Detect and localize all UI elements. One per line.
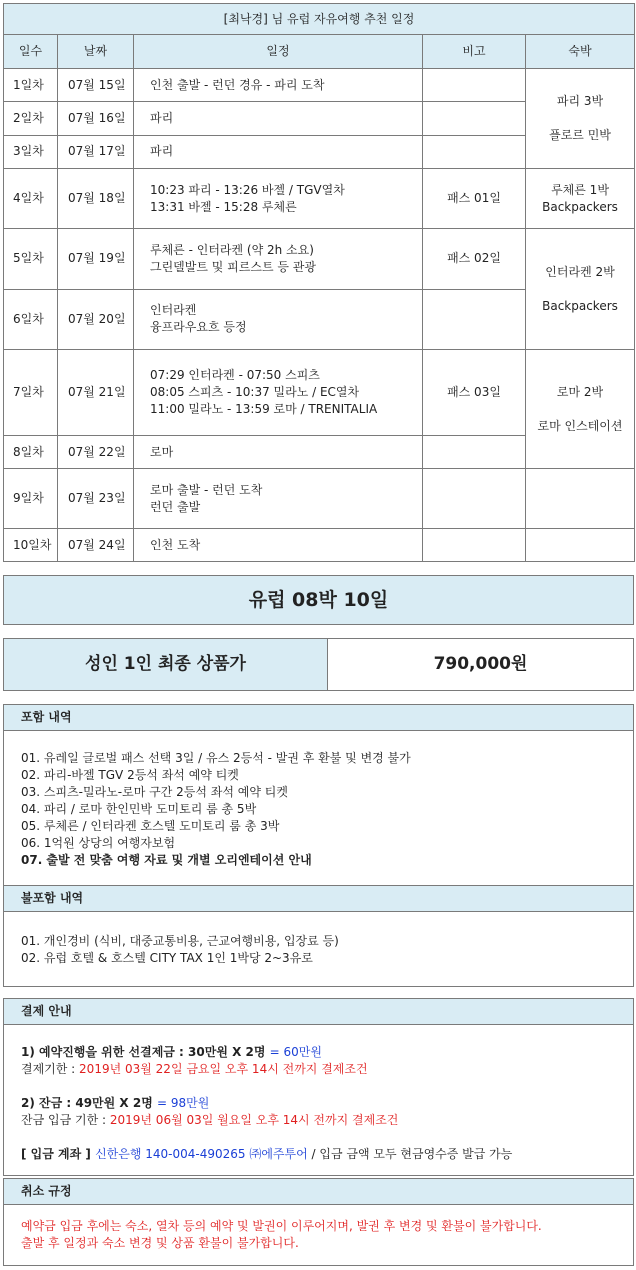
balance-deadline-label: 잔금 입금 기한 : bbox=[21, 1113, 110, 1127]
schedule-line: 13:31 바젤 - 15:28 루체른 bbox=[150, 199, 297, 214]
row-date: 07월 20일 bbox=[58, 289, 134, 350]
schedule-line: 루체른 - 인터라켄 (약 2h 소요) bbox=[150, 242, 314, 257]
row-date: 07월 18일 bbox=[58, 169, 134, 229]
account-label: [ 입금 계좌 ] bbox=[21, 1147, 96, 1161]
lodging-name: Backpackers bbox=[542, 298, 618, 313]
schedule-line: 그린델발트 및 피르스트 등 관광 bbox=[150, 259, 316, 274]
lodging-name: 플로르 민박 bbox=[549, 128, 611, 142]
lodging-nights: 파리 3박 bbox=[556, 94, 604, 108]
table-row bbox=[4, 69, 635, 102]
row-day: 5일차 bbox=[4, 229, 58, 290]
column-header-day: 일수 bbox=[4, 35, 58, 69]
row-day: 8일차 bbox=[4, 436, 58, 469]
table-row bbox=[4, 229, 635, 290]
schedule-line: 08:05 스피츠 - 10:37 밀라노 / EC열차 bbox=[150, 385, 360, 399]
cancel-line: 예약금 입금 후에는 숙소, 열차 등의 예약 및 발권이 이루어지며, 발권 후 변경 및 환불이 불가합니다. bbox=[21, 1219, 542, 1233]
cancel-section bbox=[3, 1178, 634, 1266]
table-row bbox=[4, 350, 635, 436]
included-item: 03. 스피츠-밀라노-로마 구간 2등석 좌석 예약 티켓 bbox=[21, 785, 288, 799]
schedule-line: 인천 도착 bbox=[150, 537, 201, 552]
lodging-rome bbox=[526, 350, 635, 469]
schedule-line: 파리 bbox=[150, 110, 174, 125]
lodging-nights: 로마 2박 bbox=[556, 384, 604, 399]
row-date: 07월 19일 bbox=[58, 229, 134, 290]
row-note bbox=[423, 69, 526, 102]
itinerary-title: [최낙경] 님 유럽 자유여행 추천 일정 bbox=[4, 4, 635, 35]
excluded-item: 02. 유럽 호텔 & 호스텔 CITY TAX 1인 1박당 2~3유로 bbox=[21, 951, 313, 965]
row-note: 패스 03일 bbox=[423, 350, 526, 436]
column-header-note: 비고 bbox=[423, 35, 526, 69]
deposit-total: = 60만원 bbox=[269, 1045, 322, 1059]
account-number: 신한은행 140-004-490265 ㈜에주투어 bbox=[95, 1147, 308, 1161]
payment-deposit bbox=[21, 1044, 633, 1061]
lodging-empty bbox=[526, 529, 635, 562]
included-item: 04. 파리 / 로마 한인민박 도미토리 룸 총 5박 bbox=[21, 802, 257, 816]
lodging-name: 로마 인스테이션 bbox=[537, 418, 623, 433]
row-schedule bbox=[134, 529, 423, 562]
balance-text: 2) 잔금 : 49만원 X 2명 bbox=[21, 1096, 157, 1110]
excluded-item: 01. 개인경비 (식비, 대중교통비용, 근교여행비용, 입장료 등) bbox=[21, 934, 339, 948]
schedule-line: 로마 bbox=[150, 444, 174, 459]
schedule-line: 11:00 밀라노 - 13:59 로마 / TRENITALIA bbox=[150, 402, 378, 416]
payment-account bbox=[21, 1146, 633, 1163]
row-day: 7일차 bbox=[4, 350, 58, 436]
schedule-line: 파리 bbox=[150, 144, 174, 159]
schedule-line: 인천 출발 - 런던 경유 - 파리 도착 bbox=[150, 77, 325, 92]
payment-title: 결제 안내 bbox=[4, 999, 633, 1025]
deposit-text: 1) 예약진행을 위한 선결제금 : 30만원 X 2명 bbox=[21, 1045, 270, 1059]
row-schedule bbox=[134, 469, 423, 529]
included-item: 06. 1억원 상당의 여행자보험 bbox=[21, 836, 176, 850]
cancel-line: 출발 후 일정과 숙소 변경 및 상품 환불이 불가합니다. bbox=[21, 1236, 299, 1250]
included-item: 01. 유레일 글로벌 패스 선택 3일 / 유스 2등석 - 발권 후 환불 및 변경 불가 bbox=[21, 751, 411, 765]
table-row bbox=[4, 529, 635, 562]
row-note bbox=[423, 135, 526, 168]
row-date: 07월 24일 bbox=[58, 529, 134, 562]
row-day: 1일차 bbox=[4, 69, 58, 102]
payment-section bbox=[3, 998, 634, 1176]
row-note bbox=[423, 436, 526, 469]
row-date: 07월 22일 bbox=[58, 436, 134, 469]
price-box bbox=[3, 638, 634, 691]
excluded-title: 불포함 내역 bbox=[4, 886, 633, 912]
schedule-line: 런던 출발 bbox=[150, 499, 201, 514]
included-item: 07. 출발 전 맞춤 여행 자료 및 개별 오리엔테이션 안내 bbox=[21, 853, 312, 867]
row-schedule bbox=[134, 350, 423, 436]
deposit-deadline-label: 결제기한 : bbox=[21, 1062, 80, 1076]
row-note bbox=[423, 469, 526, 529]
payment-deposit-deadline bbox=[21, 1061, 633, 1078]
column-header-schedule: 일정 bbox=[134, 35, 423, 69]
row-note bbox=[423, 289, 526, 350]
lodging-name: Backpackers bbox=[542, 199, 618, 214]
included-title: 포함 내역 bbox=[4, 705, 633, 731]
lodging-nights: 루체른 1박 bbox=[551, 182, 609, 197]
lodging-paris bbox=[526, 69, 635, 169]
row-day: 3일차 bbox=[4, 135, 58, 168]
payment-balance bbox=[21, 1095, 633, 1112]
row-note: 패스 01일 bbox=[423, 169, 526, 229]
lodging-empty bbox=[526, 469, 635, 529]
schedule-line: 10:23 파리 - 13:26 바젤 / TGV열차 bbox=[150, 182, 345, 197]
payment-balance-deadline bbox=[21, 1112, 633, 1129]
row-schedule bbox=[134, 169, 423, 229]
row-schedule bbox=[134, 229, 423, 290]
included-item: 02. 파리-바젤 TGV 2등석 좌석 예약 티켓 bbox=[21, 768, 239, 782]
schedule-line: 융프라우요흐 등정 bbox=[150, 320, 247, 335]
row-date: 07월 15일 bbox=[58, 69, 134, 102]
row-schedule bbox=[134, 135, 423, 168]
included-item: 05. 루체른 / 인터라켄 호스텔 도미토리 룸 총 3박 bbox=[21, 819, 280, 833]
column-header-date: 날짜 bbox=[58, 35, 134, 69]
row-day: 6일차 bbox=[4, 289, 58, 350]
lodging-lucerne bbox=[526, 169, 635, 229]
row-date: 07월 17일 bbox=[58, 135, 134, 168]
row-day: 2일차 bbox=[4, 102, 58, 135]
row-note bbox=[423, 529, 526, 562]
row-schedule bbox=[134, 289, 423, 350]
excluded-section bbox=[3, 885, 634, 987]
row-note: 패스 02일 bbox=[423, 229, 526, 290]
table-row bbox=[4, 469, 635, 529]
package-title: 유럽 08박 10일 bbox=[3, 575, 634, 625]
row-day: 10일차 bbox=[4, 529, 58, 562]
schedule-line: 로마 출발 - 런던 도착 bbox=[150, 482, 263, 497]
row-note bbox=[423, 102, 526, 135]
schedule-line: 07:29 인터라켄 - 07:50 스피츠 bbox=[150, 368, 320, 382]
schedule-line: 인터라켄 bbox=[150, 303, 197, 318]
row-date: 07월 21일 bbox=[58, 350, 134, 436]
table-row bbox=[4, 169, 635, 229]
row-schedule bbox=[134, 102, 423, 135]
column-header-lodging: 숙박 bbox=[526, 35, 635, 69]
account-note: / 입금 금액 모두 현금영수증 발급 가능 bbox=[307, 1147, 513, 1161]
row-day: 4일차 bbox=[4, 169, 58, 229]
itinerary-table bbox=[3, 3, 635, 562]
deposit-deadline: 2019년 03월 22일 금요일 오후 14시 전까지 결제조건 bbox=[79, 1062, 368, 1076]
cancel-title: 취소 규정 bbox=[4, 1179, 633, 1205]
row-schedule bbox=[134, 436, 423, 469]
price-label: 성인 1인 최종 상품가 bbox=[4, 639, 328, 690]
row-date: 07월 16일 bbox=[58, 102, 134, 135]
balance-deadline: 2019년 06월 03일 월요일 오후 14시 전까지 결제조건 bbox=[109, 1113, 399, 1127]
included-section bbox=[3, 704, 634, 886]
row-date: 07월 23일 bbox=[58, 469, 134, 529]
balance-total: = 98만원 bbox=[156, 1096, 210, 1110]
row-day: 9일차 bbox=[4, 469, 58, 529]
price-value: 790,000원 bbox=[433, 654, 528, 674]
row-schedule bbox=[134, 69, 423, 102]
lodging-nights: 인터라켄 2박 bbox=[545, 264, 615, 279]
lodging-interlaken bbox=[526, 229, 635, 350]
